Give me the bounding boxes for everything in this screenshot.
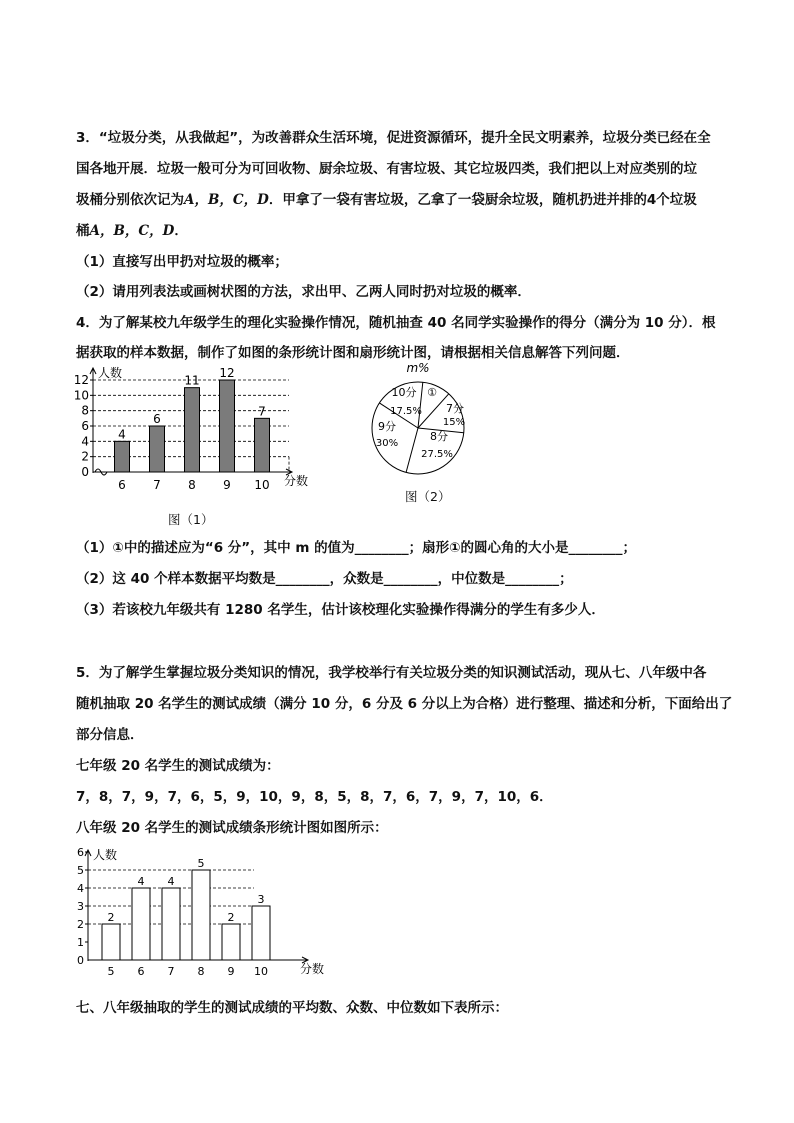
pie-slice-percent: 27.5%: [421, 449, 453, 460]
bar: [115, 441, 130, 472]
q4-bar-chart: [60, 365, 350, 507]
x-tick-label: 8: [188, 478, 196, 492]
bar: [132, 888, 150, 960]
pie-slice-label: 8分: [430, 430, 448, 443]
x-tick-label: 9: [223, 478, 231, 492]
grade7-title: 七年级 20 名学生的测试成绩为：: [76, 758, 280, 774]
pie-top-label: m%: [406, 362, 430, 375]
x-tick-label: 10: [254, 965, 268, 978]
y-tick-label: 6: [81, 419, 89, 433]
y-tick-label: 4: [81, 434, 89, 449]
bar: [220, 380, 235, 472]
grade8-title: 八年级 20 名学生的测试成绩条形统计图如图所示：: [76, 820, 388, 836]
q3-sub-2: （2）请用列表法或画树状图的方法，求出甲、乙两人同时扔对垃圾的概率．: [76, 284, 531, 300]
q3-line-3: 圾桶分别依次记为A，B，C，D．甲拿了一袋有害垃圾，乙拿了一袋厨余垃圾，随机扔进并排的4个垃圾: [76, 192, 697, 208]
q5-line-2: 随机抽取 20 名学生的测试成绩（满分 10 分，6 分及 6 分以上为合格）进行整理、描述和分析，下面给出了: [76, 696, 733, 712]
bar-value-label: 4: [167, 875, 175, 888]
q4-line-1: 4．为了解某校九年级学生的理化实验操作情况，随机抽查 40 名同学实验操作的得分（满分为 10 分）．根: [76, 315, 716, 331]
y-tick-label: 0: [81, 465, 89, 479]
bar-value-label: 2: [107, 911, 115, 924]
y-tick-label: 10: [73, 388, 89, 403]
bar: [102, 924, 120, 960]
bar-value-label: 4: [137, 875, 145, 888]
y-tick-label: 4: [77, 882, 84, 895]
x-tick-label: 7: [153, 478, 161, 492]
q4-pie-chart: [365, 362, 475, 482]
bar-value-label: 4: [118, 427, 126, 442]
q4-sub-1: （1）①中的描述应为“6 分”，其中 m 的值为________；扇形①的圆心角的大小是________；: [76, 540, 637, 556]
x-axis-label: 分数: [300, 962, 325, 976]
grade8-bar-chart: [58, 845, 328, 985]
q3-line-4: 桶A，B，C，D．: [76, 223, 188, 239]
bar-value-label: 5: [197, 857, 205, 870]
q4-sub-2: （2）这 40 个样本数据平均数是________，众数是________，中位数是________；: [76, 571, 573, 587]
y-tick-label: 8: [81, 403, 89, 418]
x-tick-label: 10: [254, 478, 270, 492]
y-axis-label: 人数: [98, 366, 123, 380]
y-tick-label: 0: [77, 954, 84, 967]
pie-slice-percent: 30%: [375, 438, 399, 449]
bar-value-label: 7: [258, 404, 266, 419]
bin-letters: A，B，C，D: [89, 223, 175, 239]
bar: [185, 388, 200, 472]
y-axis-label: 人数: [93, 848, 118, 862]
pie-slice-label: 7分: [446, 402, 464, 415]
x-tick-label: 8: [197, 965, 205, 978]
bar: [162, 888, 180, 960]
x-tick-label: 7: [167, 965, 175, 978]
bar: [255, 418, 270, 472]
bar-value-label: 11: [184, 373, 200, 388]
bar-value-label: 12: [219, 366, 235, 380]
bar: [222, 924, 240, 960]
q5-line-1: 5．为了解学生掌握垃圾分类知识的情况，我学校举行有关垃圾分类的知识测试活动，现从七、八年级中各: [76, 665, 707, 681]
q5-table-intro: 七、八年级抽取的学生的测试成绩的平均数、众数、中位数如下表所示：: [76, 1000, 508, 1016]
bar-value-label: 6: [153, 412, 161, 426]
bin-letters: A，B，C，D: [184, 192, 269, 208]
fig1-caption: 图（1）: [168, 512, 214, 527]
q5-line-3: 部分信息．: [76, 727, 144, 743]
x-tick-label: 6: [137, 965, 145, 978]
q3-sub-1: （1）直接写出甲扔对垃圾的概率；: [76, 254, 288, 270]
pie-slice-percent: 15%: [442, 417, 466, 428]
x-tick-label: 6: [118, 478, 126, 492]
fig2-caption: 图（2）: [405, 489, 451, 504]
bar-value-label: 2: [227, 911, 235, 924]
grade7-scores: 7，8，7，9，7，6，5，9，10，9，8，5，8，7，6，7，9，7，10，6．: [76, 789, 553, 805]
x-tick-label: 5: [107, 965, 115, 978]
y-tick-label: 3: [77, 900, 84, 913]
x-tick-label: 9: [227, 965, 235, 978]
x-axis-label: 分数: [284, 474, 309, 488]
pie-slice-label: 9分: [378, 420, 396, 433]
y-tick-label: 2: [81, 449, 89, 464]
y-tick-label: 2: [77, 918, 84, 931]
bar: [252, 906, 270, 960]
y-tick-label: 1: [77, 936, 84, 949]
bar: [150, 426, 165, 472]
y-tick-label: 6: [77, 846, 84, 859]
pie-slice-label: 10分: [391, 386, 417, 399]
pie-slice-percent: 17.5%: [390, 406, 422, 417]
y-tick-label: 5: [77, 864, 84, 877]
q4-line-2: 据获取的样本数据，制作了如图的条形统计图和扇形统计图，请根据相关信息解答下列问题．: [76, 345, 630, 361]
bar: [192, 870, 210, 960]
pie-slice-label: ①: [427, 386, 437, 399]
q3-line-1: 3．“垃圾分类，从我做起”，为改善群众生活环境，促进资源循环，提升全民文明素养，垃圾分类已经在全: [76, 130, 711, 146]
q3-line-2: 国各地开展．垃圾一般可分为可回收物、厨余垃圾、有害垃圾、其它垃圾四类，我们把以上对应类别的垃: [76, 161, 697, 177]
q4-sub-3: （3）若该校九年级共有 1280 名学生，估计该校理化实验操作得满分的学生有多少人．: [76, 602, 605, 618]
y-tick-label: 12: [73, 373, 89, 387]
bar-value-label: 3: [257, 893, 265, 906]
